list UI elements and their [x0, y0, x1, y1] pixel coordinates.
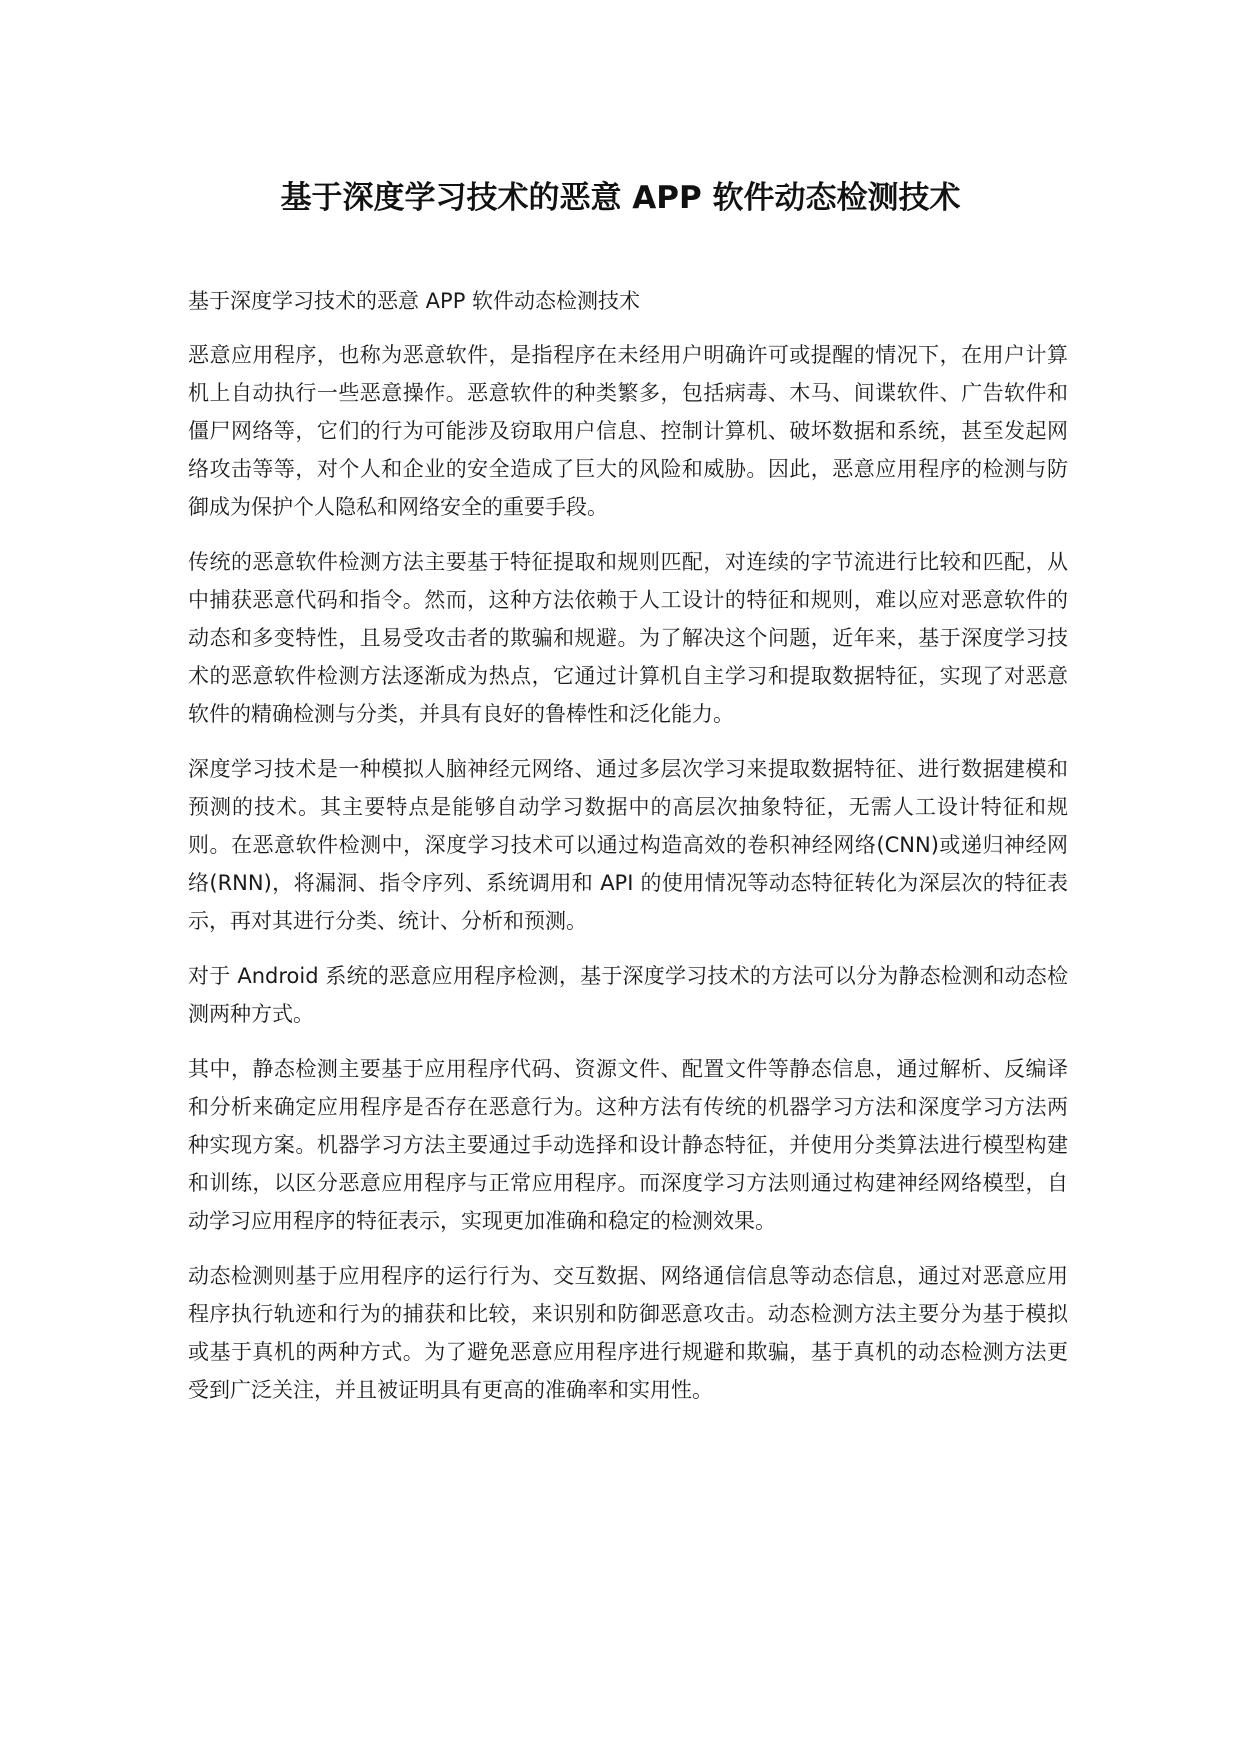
paragraph-6: 动态检测则基于应用程序的运行行为、交互数据、网络通信信息等动态信息，通过对恶意应用程序执行轨迹和行为的捕获和比较，来识别和防御恶意攻击。动态检测方法主要分为基于模拟或基于真机的两种方式。为了避免恶意应用程序进行规避和欺骗，基于真机的动态检测方法更受到广泛关注，并且被证明具有更高的准确率和实用性。: [188, 1264, 1068, 1402]
paragraph-2: 传统的恶意软件检测方法主要基于特征提取和规则匹配，对连续的字节流进行比较和匹配，从中捕获恶意代码和指令。然而，这种方法依赖于人工设计的特征和规则，难以应对恶意软件的动态和多变特性，且易受攻击者的欺骗和规避。为了解决这个问题，近年来，基于深度学习技术的恶意软件检测方法逐渐成为热点，它通过计算机自主学习和提取数据特征，实现了对恶意软件的精确检测与分类，并具有良好的鲁棒性和泛化能力。: [188, 550, 1068, 726]
paragraph-4: 对于 Android 系统的恶意应用程序检测，基于深度学习技术的方法可以分为静态检测和动态检测两种方式。: [188, 964, 1068, 1026]
document-title: 基于深度学习技术的恶意 APP 软件动态检测技术: [280, 180, 961, 216]
document-body: [188, 282, 1068, 1426]
document-subtitle: 基于深度学习技术的恶意 APP 软件动态检测技术: [188, 289, 641, 313]
paragraph-5: 其中，静态检测主要基于应用程序代码、资源文件、配置文件等静态信息，通过解析、反编译和分析来确定应用程序是否存在恶意行为。这种方法有传统的机器学习方法和深度学习方法两种实现方案。机器学习方法主要通过手动选择和设计静态特征，并使用分类算法进行模型构建和训练，以区分恶意应用程序与正常应用程序。而深度学习方法则通过构建神经网络模型，自动学习应用程序的特征表示，实现更加准确和稳定的检测效果。: [188, 1057, 1068, 1233]
paragraph-1: 恶意应用程序，也称为恶意软件，是指程序在未经用户明确许可或提醒的情况下，在用户计算机上自动执行一些恶意操作。恶意软件的种类繁多，包括病毒、木马、间谍软件、广告软件和僵尸网络等，它们的行为可能涉及窃取用户信息、控制计算机、破坏数据和系统，甚至发起网络攻击等等，对个人和企业的安全造成了巨大的风险和威胁。因此，恶意应用程序的检测与防御成为保护个人隐私和网络安全的重要手段。: [188, 343, 1068, 519]
paragraph-3: 深度学习技术是一种模拟人脑神经元网络、通过多层次学习来提取数据特征、进行数据建模和预测的技术。其主要特点是能够自动学习数据中的高层次抽象特征，无需人工设计特征和规则。在恶意软件检测中，深度学习技术可以通过构造高效的卷积神经网络(CNN)或递归神经网络(RNN)，将漏洞、指令序列、系统调用和 API 的使用情况等动态特征转化为深层次的特征表示，再对其进行分类、统计、分析和预测。: [188, 757, 1068, 933]
